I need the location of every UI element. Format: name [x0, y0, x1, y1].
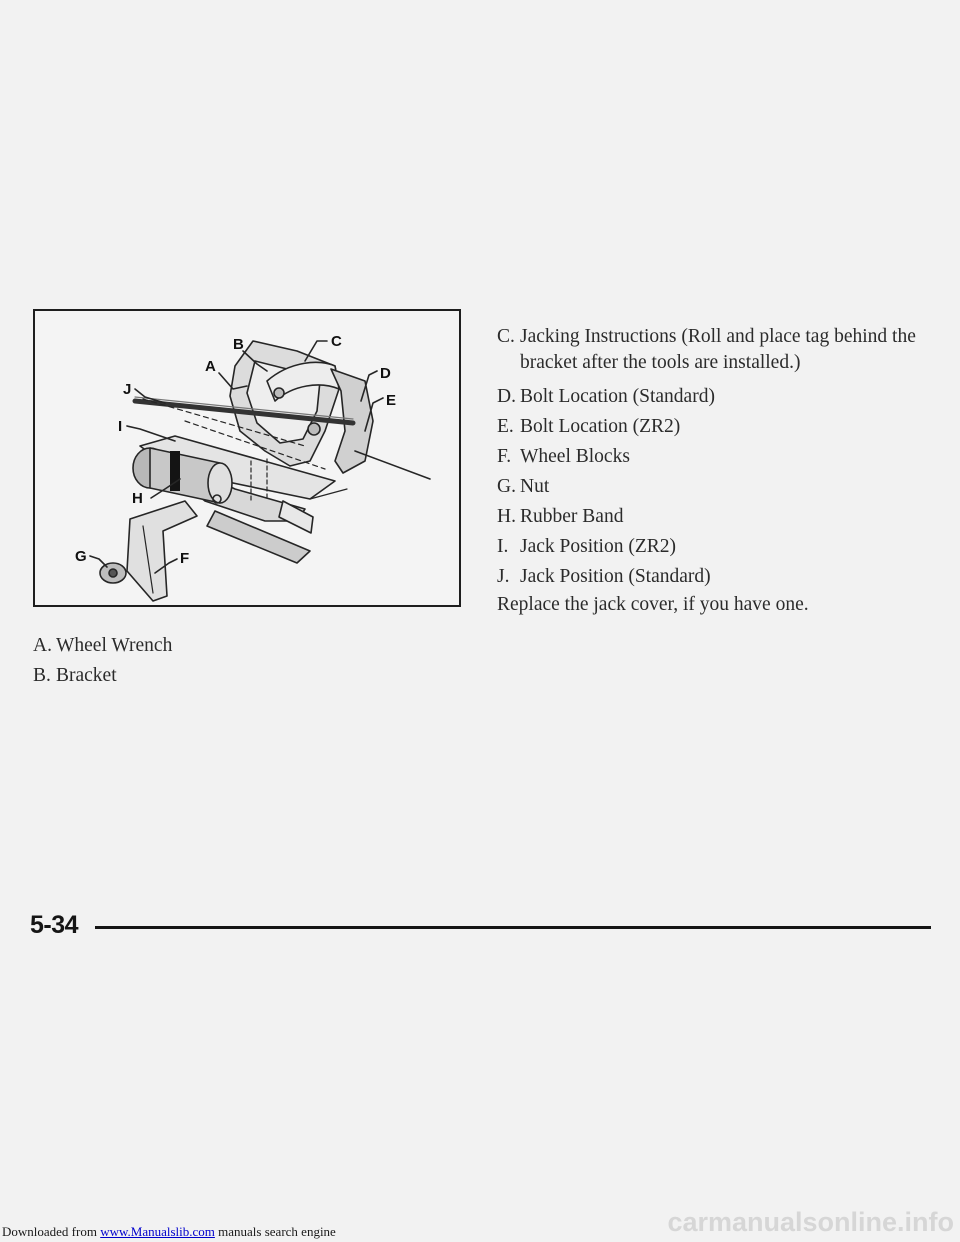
legend-item-i — [497, 532, 927, 562]
legend-text: Wheel Blocks — [520, 446, 630, 467]
download-source-line — [2, 1224, 336, 1240]
callout-f: F — [180, 550, 190, 567]
legend-text: Bracket — [56, 665, 117, 686]
download-prefix: Downloaded from — [2, 1224, 97, 1239]
legend-item-a — [33, 631, 453, 661]
legend-letter: A. — [33, 635, 52, 656]
download-suffix: manuals search engine — [218, 1224, 336, 1239]
legend-text: Wheel Wrench — [56, 635, 173, 656]
legend-item-c — [497, 324, 927, 376]
legend-item-g — [497, 472, 927, 502]
legend-item-e — [497, 412, 927, 442]
page-number: 5-34 — [30, 911, 79, 939]
replace-jack-cover-text: Replace the jack cover, if you have one. — [497, 594, 809, 615]
callout-a: A — [205, 358, 216, 375]
callout-d: D — [380, 365, 391, 382]
legend-letter: D. — [497, 386, 516, 407]
legend-text: Bolt Location (ZR2) — [520, 416, 681, 437]
legend-letter: E. — [497, 416, 514, 437]
callout-e: E — [386, 392, 397, 409]
callout-g: G — [75, 548, 87, 565]
callout-c: C — [331, 333, 342, 350]
legend-left — [33, 631, 453, 691]
legend-item-h — [497, 502, 927, 532]
footer-rule — [95, 926, 931, 929]
callout-j: J — [123, 381, 132, 398]
legend-letter: G. — [497, 476, 516, 497]
legend-letter: B. — [33, 665, 51, 686]
legend-item-d — [497, 382, 927, 412]
legend-text: Jacking Instructions (Roll and place tag behind the bracket after the tools are installed.) — [520, 326, 916, 373]
legend-text: Jack Position (ZR2) — [520, 536, 676, 557]
legend-text: Nut — [520, 476, 550, 497]
callout-b: B — [233, 336, 244, 353]
legend-item-j — [497, 562, 927, 592]
legend-text: Bolt Location (Standard) — [520, 386, 715, 407]
legend-item-f — [497, 442, 927, 472]
legend-text: Jack Position (Standard) — [520, 566, 711, 587]
legend-letter: I. — [497, 536, 509, 557]
legend-letter: J. — [497, 566, 510, 587]
legend-letter: H. — [497, 506, 516, 527]
legend-text: Rubber Band — [520, 506, 624, 527]
legend-letter: F. — [497, 446, 512, 467]
legend-letter: C. — [497, 326, 515, 347]
legend-right — [497, 324, 927, 592]
callout-h: H — [132, 490, 143, 507]
jack-tools-drawing — [35, 311, 459, 605]
jack-stowage-illustration — [33, 309, 461, 607]
callout-i: I — [118, 418, 123, 435]
site-watermark: carmanualsonline.info — [667, 1207, 954, 1237]
manualslib-link[interactable]: www.Manualslib.com — [100, 1224, 215, 1239]
legend-item-b — [33, 661, 453, 691]
